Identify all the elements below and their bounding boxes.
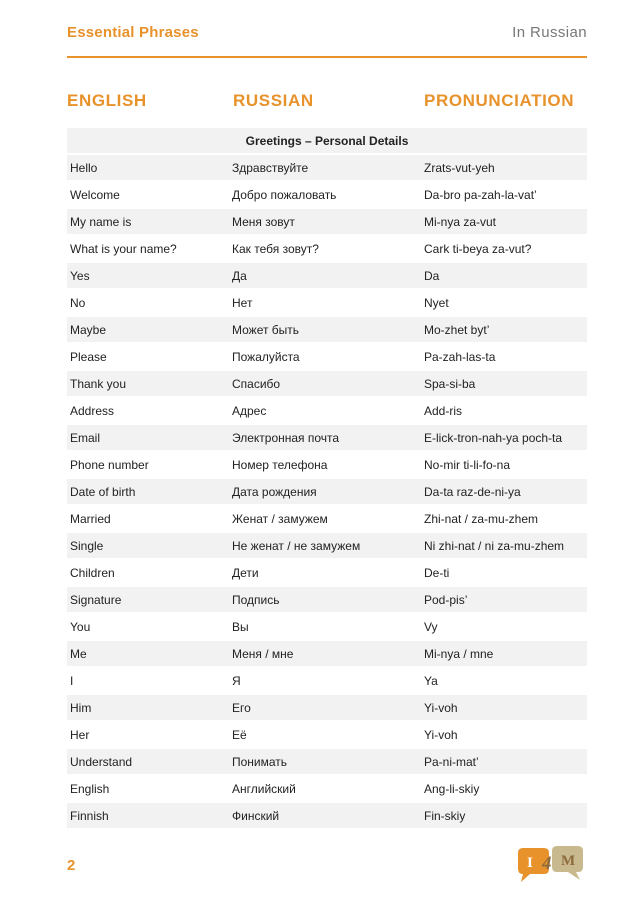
english-cell: Please <box>67 343 229 370</box>
phrase-row <box>67 532 587 559</box>
phrase-row <box>67 559 587 586</box>
russian-cell: Его <box>229 694 421 721</box>
phrase-row <box>67 316 587 343</box>
phrase-row <box>67 208 587 235</box>
pronunciation-cell: Ya <box>421 667 587 694</box>
pronunciation-cell: Da-ta raz-de-ni-ya <box>421 478 587 505</box>
column-headings <box>67 91 587 113</box>
russian-cell: Спасибо <box>229 370 421 397</box>
column-heading-english: ENGLISH <box>67 91 147 110</box>
pronunciation-cell: Mo-zhet byt’ <box>421 316 587 343</box>
russian-cell: Подпись <box>229 586 421 613</box>
pronunciation-cell: Yi-voh <box>421 694 587 721</box>
russian-cell: Адрес <box>229 397 421 424</box>
english-cell: Maybe <box>67 316 229 343</box>
phrase-row <box>67 370 587 397</box>
russian-cell: Электронная почта <box>229 424 421 451</box>
english-cell: Date of birth <box>67 478 229 505</box>
english-cell: Me <box>67 640 229 667</box>
pronunciation-cell: Pod-pis’ <box>421 586 587 613</box>
phrase-row <box>67 262 587 289</box>
logo-letter-4: 4 <box>542 853 552 874</box>
pronunciation-cell: Pa-ni-mat’ <box>421 748 587 775</box>
phrase-row <box>67 748 587 775</box>
pronunciation-cell: Yi-voh <box>421 721 587 748</box>
phrase-row <box>67 694 587 721</box>
pronunciation-cell: Ang-li-skiy <box>421 775 587 802</box>
i4m-logo <box>514 845 586 887</box>
russian-cell: Финский <box>229 802 421 829</box>
pronunciation-cell: Mi-nya / mne <box>421 640 587 667</box>
phrase-row <box>67 478 587 505</box>
english-cell: Yes <box>67 262 229 289</box>
russian-cell: Дети <box>229 559 421 586</box>
phrase-table <box>67 128 587 830</box>
english-cell: You <box>67 613 229 640</box>
russian-cell: Номер телефона <box>229 451 421 478</box>
english-cell: Her <box>67 721 229 748</box>
english-cell: Thank you <box>67 370 229 397</box>
language-label: In Russian <box>512 24 587 41</box>
pronunciation-cell: De-ti <box>421 559 587 586</box>
english-cell: Signature <box>67 586 229 613</box>
russian-cell: Я <box>229 667 421 694</box>
speech-bubbles-logo-icon <box>514 845 586 887</box>
pronunciation-cell: Mi-nya za-vut <box>421 208 587 235</box>
english-cell: Address <box>67 397 229 424</box>
english-cell: Welcome <box>67 181 229 208</box>
english-cell: English <box>67 775 229 802</box>
russian-cell: Её <box>229 721 421 748</box>
phrase-row <box>67 802 587 829</box>
logo-letter-m: M <box>561 853 576 869</box>
logo-letter-i: I <box>527 855 533 871</box>
phrase-row <box>67 640 587 667</box>
pronunciation-cell: Cark ti-beya za-vut? <box>421 235 587 262</box>
pronunciation-cell: Pa-zah-las-ta <box>421 343 587 370</box>
document-title: Essential Phrases <box>67 24 199 41</box>
english-cell: Email <box>67 424 229 451</box>
phrase-row <box>67 154 587 181</box>
phrase-row <box>67 181 587 208</box>
english-cell: Finnish <box>67 802 229 829</box>
pronunciation-cell: Spa-si-ba <box>421 370 587 397</box>
pronunciation-cell: Fin-skiy <box>421 802 587 829</box>
russian-cell: Пожалуйста <box>229 343 421 370</box>
pronunciation-cell: No-mir ti-li-fo-na <box>421 451 587 478</box>
english-cell: I <box>67 667 229 694</box>
section-header-row <box>67 128 587 154</box>
pronunciation-cell: Da <box>421 262 587 289</box>
russian-cell: Понимать <box>229 748 421 775</box>
english-cell: No <box>67 289 229 316</box>
header-divider <box>67 56 587 58</box>
english-cell: Children <box>67 559 229 586</box>
russian-cell: Меня зовут <box>229 208 421 235</box>
phrase-row <box>67 289 587 316</box>
russian-cell: Нет <box>229 289 421 316</box>
pronunciation-cell: Add-ris <box>421 397 587 424</box>
russian-cell: Вы <box>229 613 421 640</box>
phrase-row <box>67 667 587 694</box>
phrase-row <box>67 775 587 802</box>
section-title: Greetings – Personal Details <box>67 128 587 154</box>
pronunciation-cell: E-lick-tron-nah-ya poch-ta <box>421 424 587 451</box>
english-cell: Hello <box>67 154 229 181</box>
pronunciation-cell: Ni zhi-nat / ni za-mu-zhem <box>421 532 587 559</box>
russian-cell: Английский <box>229 775 421 802</box>
english-cell: What is your name? <box>67 235 229 262</box>
russian-cell: Дата рождения <box>229 478 421 505</box>
page-number: 2 <box>67 857 76 874</box>
russian-cell: Не женат / не замужем <box>229 532 421 559</box>
english-cell: Him <box>67 694 229 721</box>
column-heading-russian: RUSSIAN <box>233 91 314 110</box>
phrase-row <box>67 397 587 424</box>
column-heading-pronunciation: PRONUNCIATION <box>424 91 575 110</box>
russian-cell: Как тебя зовут? <box>229 235 421 262</box>
english-cell: My name is <box>67 208 229 235</box>
pronunciation-cell: Zrats-vut-yeh <box>421 154 587 181</box>
pronunciation-cell: Vy <box>421 613 587 640</box>
pronunciation-cell: Nyet <box>421 289 587 316</box>
russian-cell: Здравствуйте <box>229 154 421 181</box>
english-cell: Single <box>67 532 229 559</box>
phrase-row <box>67 343 587 370</box>
russian-cell: Меня / мне <box>229 640 421 667</box>
russian-cell: Женат / замужем <box>229 505 421 532</box>
english-cell: Understand <box>67 748 229 775</box>
phrase-row <box>67 586 587 613</box>
phrase-row <box>67 424 587 451</box>
phrase-row <box>67 721 587 748</box>
pronunciation-cell: Zhi-nat / za-mu-zhem <box>421 505 587 532</box>
page-header <box>67 22 587 48</box>
russian-cell: Добро пожаловать <box>229 181 421 208</box>
phrase-row <box>67 451 587 478</box>
phrase-row <box>67 613 587 640</box>
english-cell: Married <box>67 505 229 532</box>
russian-cell: Да <box>229 262 421 289</box>
english-cell: Phone number <box>67 451 229 478</box>
russian-cell: Может быть <box>229 316 421 343</box>
phrase-row <box>67 235 587 262</box>
phrase-row <box>67 505 587 532</box>
pronunciation-cell: Da-bro pa-zah-la-vat’ <box>421 181 587 208</box>
